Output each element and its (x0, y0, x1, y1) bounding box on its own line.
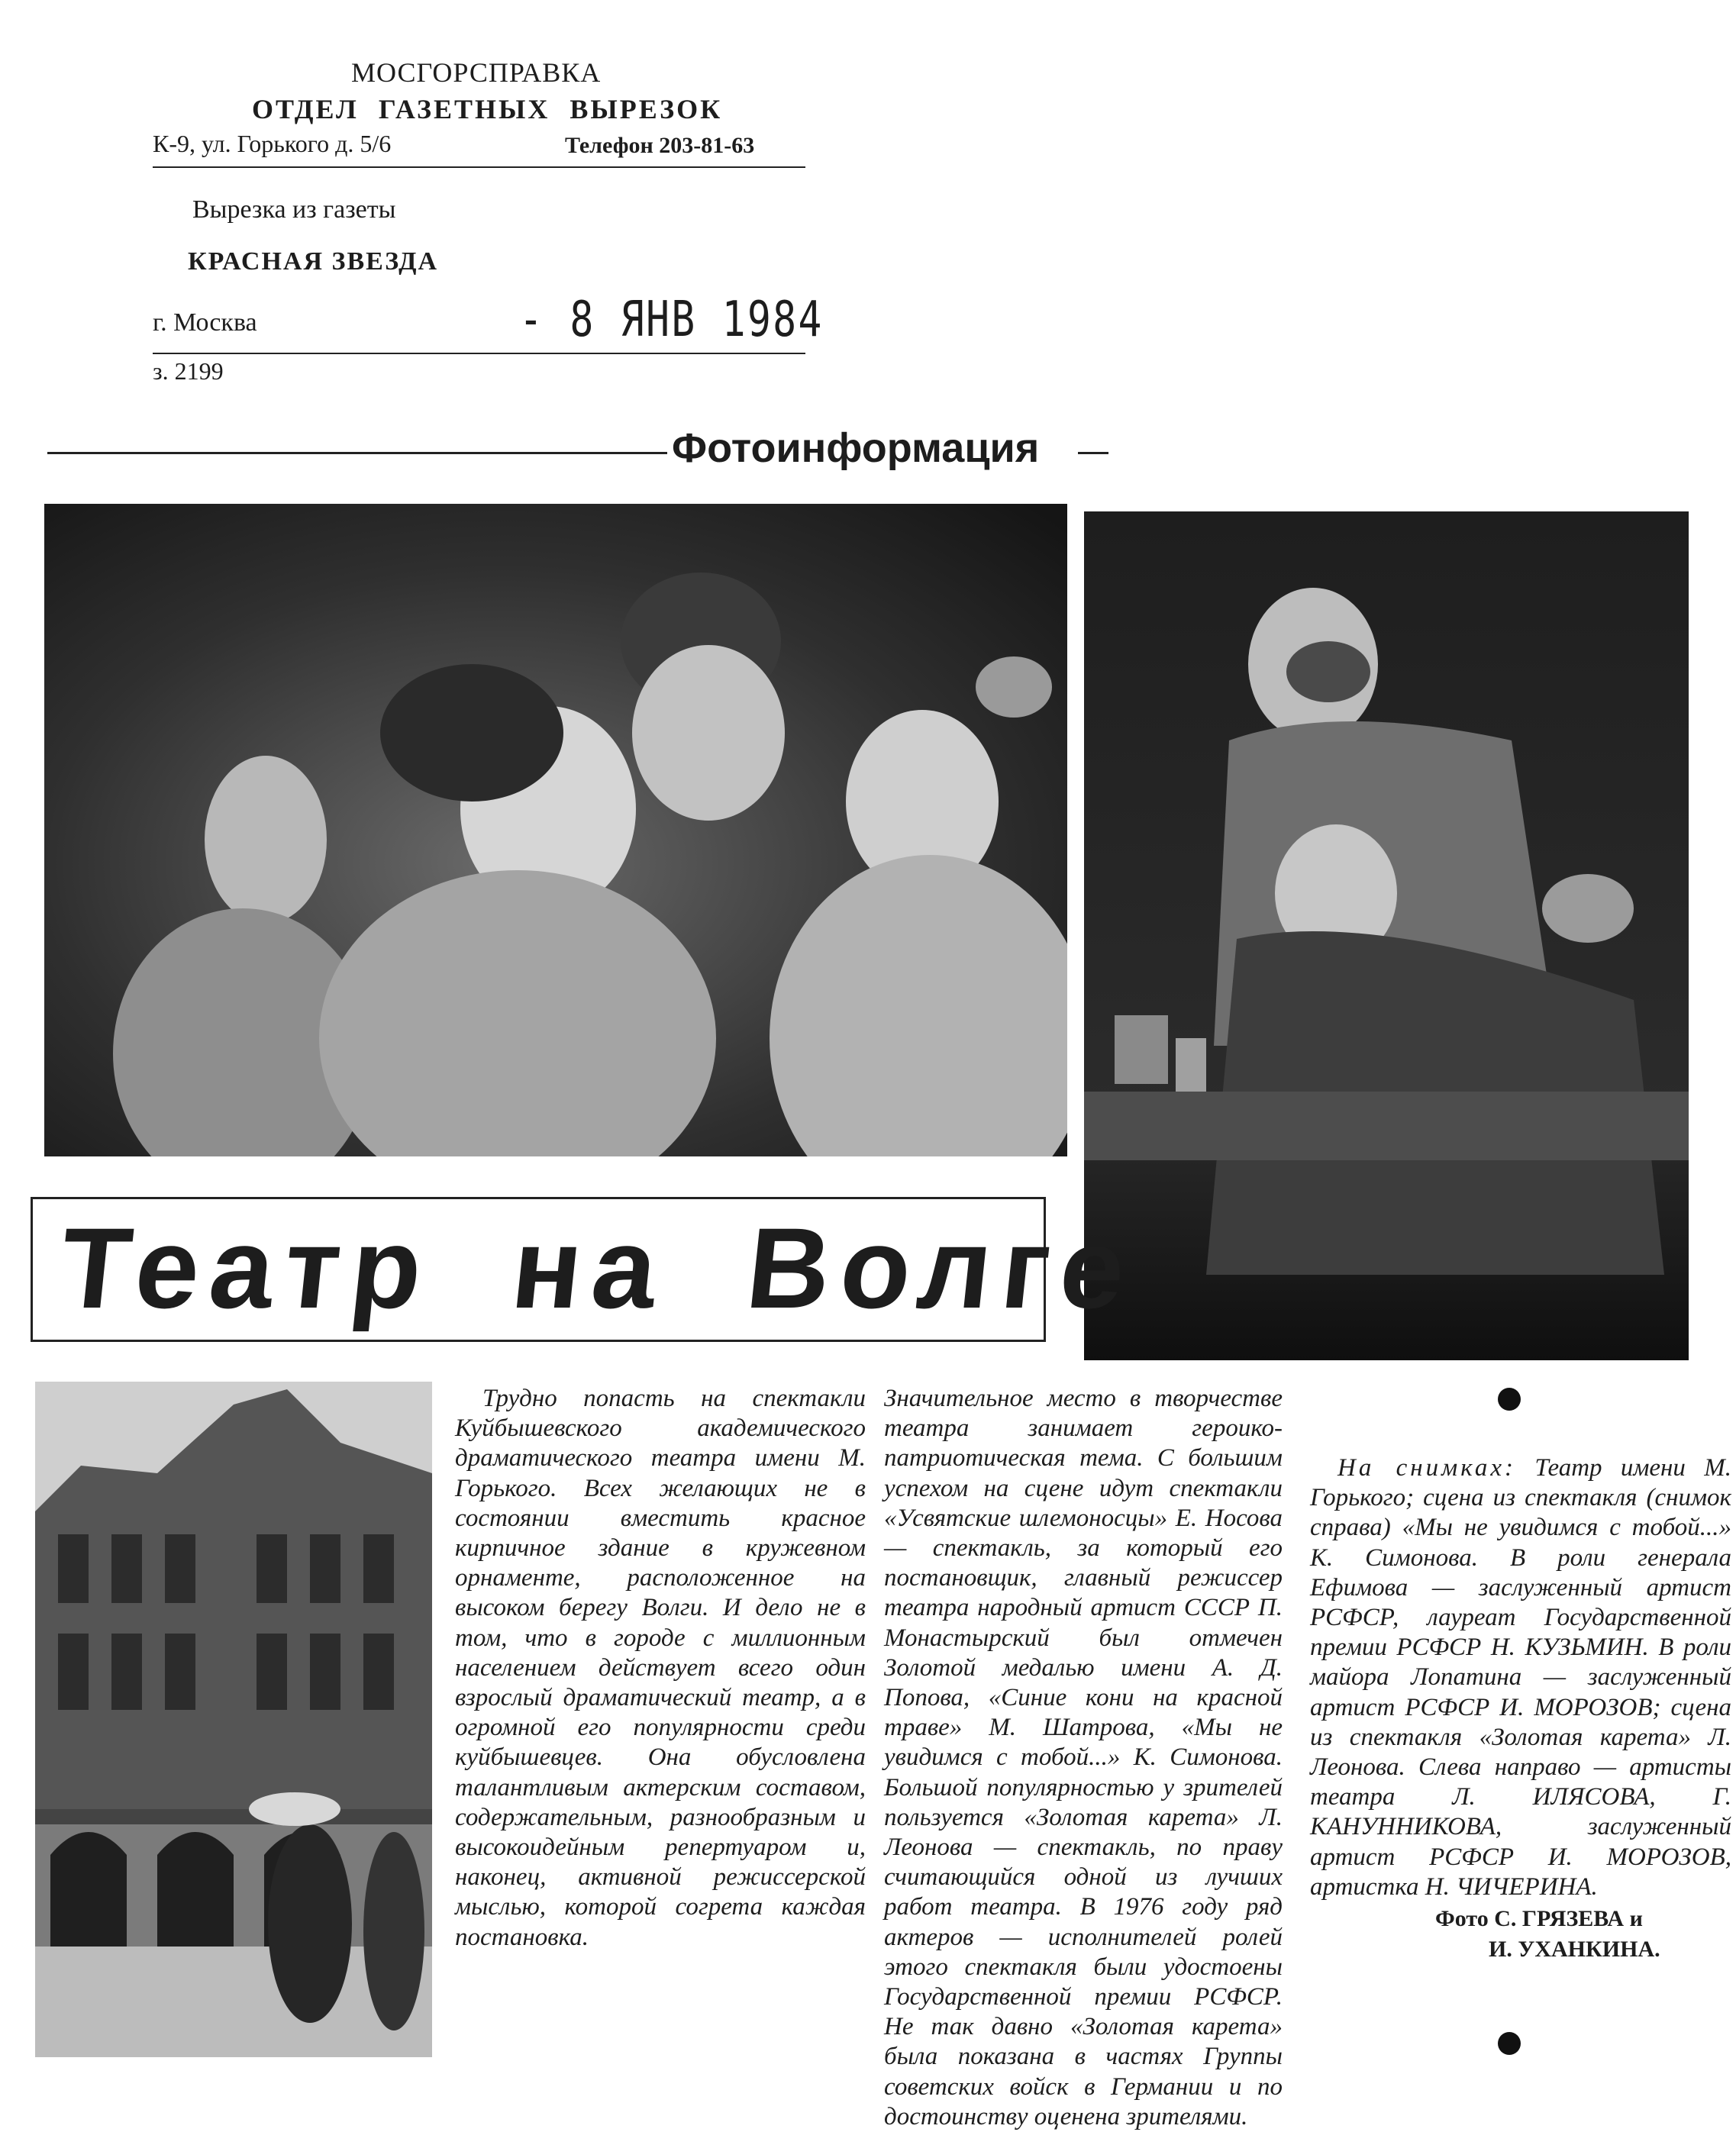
article-column-2 (884, 1384, 1283, 2132)
stamp-divider (153, 166, 805, 168)
rubric-rule (47, 452, 667, 454)
stamp-address: К-9, ул. Горького д. 5/6 (153, 130, 392, 157)
article-column-1 (455, 1384, 866, 1953)
stamp-clipping-label: Вырезка из газеты (192, 195, 396, 224)
bullet-dot (1498, 2032, 1521, 2055)
stamp-newspaper: КРАСНАЯ ЗВЕЗДА (188, 247, 439, 276)
rubric-title: Фотоинформация (672, 425, 1040, 471)
photo-scene-we-wont-meet (1084, 511, 1689, 1360)
photo-credit (1435, 1904, 1660, 1965)
photo-credit-line-1: Фото С. ГРЯЗЕВА и (1435, 1906, 1643, 1931)
bullet-dot (1498, 1388, 1521, 1411)
photo-caption (1310, 1453, 1731, 1902)
stamp-divider (153, 353, 805, 354)
rubric-rule (1078, 452, 1108, 454)
stamp-phone: Телефон 203-81-63 (565, 133, 755, 158)
photo-theatre-building (35, 1382, 432, 2057)
photo-credit-line-2: И. УХАНКИНА. (1489, 1937, 1660, 1962)
photo-scene-golden-carriage (44, 504, 1067, 1156)
stamp-department: ОТДЕЛ ГАЗЕТНЫХ ВЫРЕЗОК (252, 94, 723, 124)
caption-lead: На снимках: (1337, 1454, 1516, 1482)
article-paragraph-2: Значительное место в творчестве театра занимает героико-патриотическая тема. С большим успехом на сцене идут спектакли «Усвятские шлемоносцы» Е. Носова — спектакль, за который его постановщик, главный режиссер театра народный артист СССР П. Монастырский был отмечен Золотой медалью имени А. Д. Попова, «Синие кони на красной траве» М. Шатрова, «Мы не увидимся с тобой...» К. Симонова. Большой популярностью у зрителей пользуется «Золотая карета» Л. Леонова — спектакль, по праву считающийся одной из лучших работ театра. В 1976 году ряд актеров — исполнителей ролей этого спектакля были удостоены Государственной премии РСФСР. Не так давно «Золотая карета» была показана в частях Группы советских войск в Германии и по достоинству оценена зрителями. (884, 1385, 1283, 2130)
headline: Театр на Волге (54, 1204, 1142, 1332)
article-paragraph-1: Трудно попасть на спектакли Куйбышевского академического драматического театра имени М. Горького. Всех желающих не в состоянии вместить красное кирпичное здание в кружевном орнаменте, расположенное на высоком берегу Волги. И дело не в том, что в городе с миллионным населением действует всего один взрослый драматический театр, а в огромной его популярности среди куйбышевцев. Она обусловлена талантливым актерским составом, содержательным, разнообразным и высокоидейным репертуаром и, наконец, активной режиссерской мыслью, которой согрета каждая постановка. (455, 1385, 866, 1951)
clipping-stamp (137, 46, 824, 385)
stamp-city: г. Москва (153, 308, 257, 337)
stamp-date: - 8 ЯНВ 1984 (519, 292, 824, 348)
caption-text: Театр имени М. Горького; сцена из спектакля (снимок справа) «Мы не увидимся с тобой...» К. Симонова. В роли генерала Ефимова — заслуженный артист РСФСР, лауреат Государственной премии РСФСР Н. КУЗЬМИН. В роли майора Лопатина — заслуженный артист РСФСР И. МОРОЗОВ; сцена из спектакля «Золотая карета» Л. Леонова. Слева направо — артисты театра Л. ИЛЯСОВА, Г. КАНУННИКОВА, заслуженный артист РСФСР И. МОРОЗОВ, артистка Н. ЧИЧЕРИНА. (1310, 1454, 1731, 1901)
stamp-order-number: з. 2199 (153, 357, 224, 385)
stamp-agency: МОСГОРСПРАВКА (351, 57, 602, 88)
